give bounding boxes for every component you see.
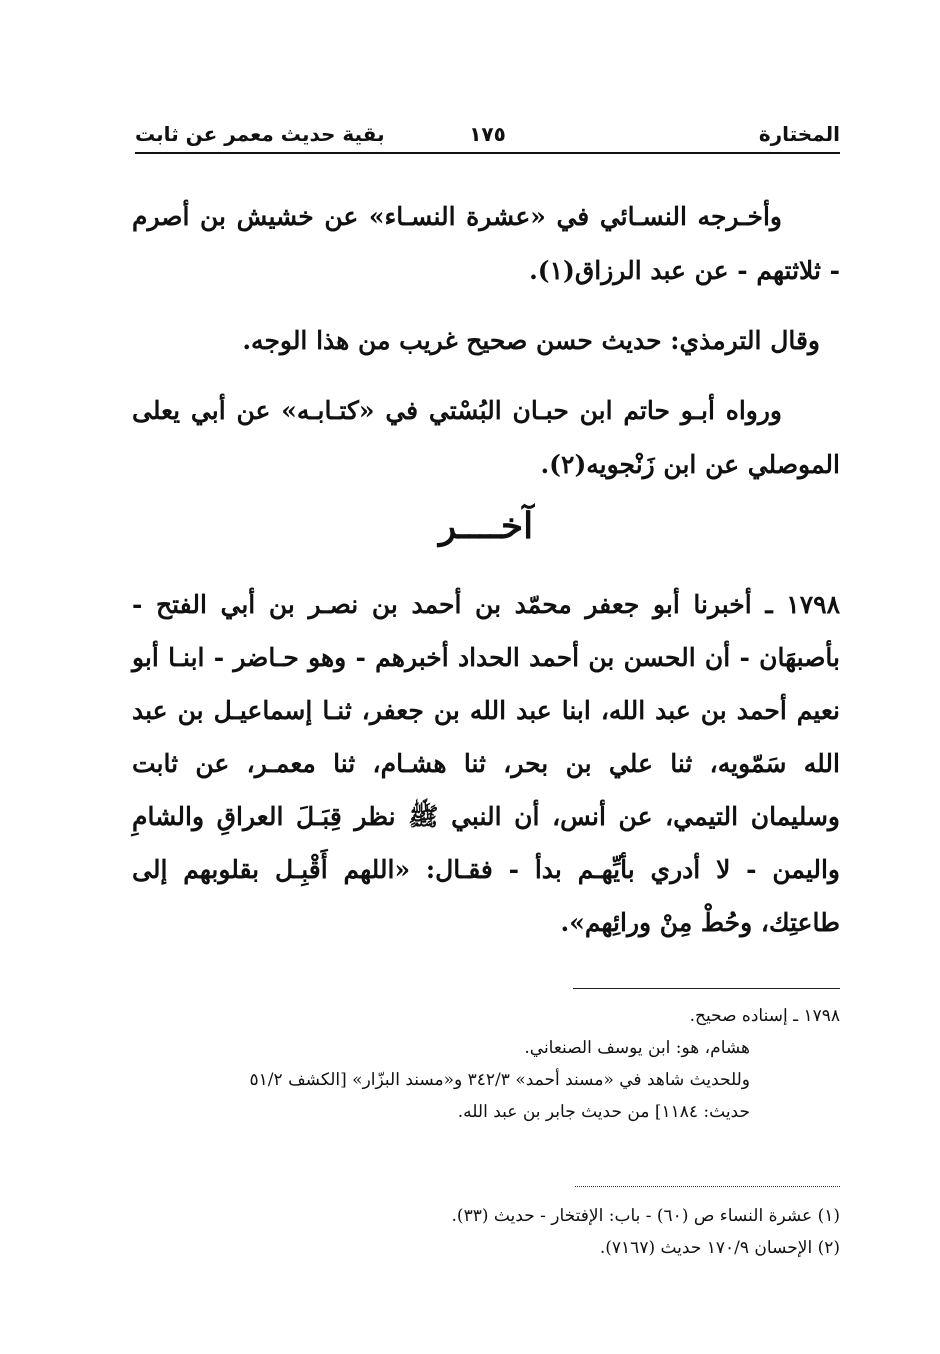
- footnotes: [132, 1200, 840, 1264]
- paragraph-ibn-hibban: ورواه أبـو حاتم ابن حبـان البُسْتي في «كتـابـه» عن أبي يعلى الموصلي عن ابن زَنْجويه(٢).: [132, 396, 840, 479]
- paragraph-nasai: وأخـرجه النسـائي في «عشرة النسـاء» عن خشيش بن أصرم - ثلاثتهم - عن عبد الرزاق(١).: [132, 202, 840, 285]
- commentary-notes: [132, 1000, 840, 1128]
- paragraph-tirmidhi: وقال الترمذي: حديث حسن صحيح غريب من هذا الوجه.: [242, 326, 820, 355]
- page-number: ١٧٥: [469, 122, 506, 146]
- notes-separator: [573, 988, 840, 989]
- main-text: [132, 190, 840, 492]
- footnotes-separator: [575, 1186, 840, 1187]
- note-line: ١٧٩٨ ـ إسناده صحيح.: [689, 1006, 840, 1026]
- footnote-1: (١) عشرة النساء ص (٦٠) - باب: الإفتخار - حديث (٣٣).: [451, 1206, 840, 1226]
- note-line: هشام، هو: ابن يوسف الصنعاني.: [524, 1038, 750, 1058]
- section-title: آخــــر: [438, 505, 534, 547]
- footnote-2: (٢) الإحسان ١٧٠/٩ حديث (٧١٦٧).: [599, 1238, 840, 1258]
- header-chapter-title: بقية حديث معمر عن ثابت: [135, 122, 385, 146]
- note-line: حديث: ١١٨٤] من حديث جابر بن عبد الله.: [457, 1102, 750, 1122]
- hadith-1798: ١٧٩٨ ـ أخبرنا أبو جعفر محمّد بن أحمد بن نصـر بن أبي الفتح - بأصبهَان - أن الحسن بن أحمد الحداد أخبرهم - وهو حـاضر - ابنـا أبو نعيم أحمد بن عبد الله، ابنا عبد الله بن جعفر، ثنـا إسماعيـل بن عبد الله سَمّويه، ثنا علي بن بحر، ثنا هشـام، ثنا معمـر، عن ثابت وسليمان التيمي، عن أنس، أن النبي ﷺ نظر قِبَـلَ العراقِ والشامِ واليمن - لا أدري بأيِّهـم بدأ - فقـال: «اللهم أَقْبِـل بقلوبهم إلى طاعتِك، وحُطْ مِنْ ورائِهم».: [132, 590, 840, 937]
- header-book-title: المختارة: [758, 122, 840, 146]
- note-line: وللحديث شاهد في «مسند أحمد» ٣٤٢/٣ و«مسند البزّار» [الكشف ٥١/٢: [249, 1070, 750, 1090]
- running-header: [135, 118, 840, 154]
